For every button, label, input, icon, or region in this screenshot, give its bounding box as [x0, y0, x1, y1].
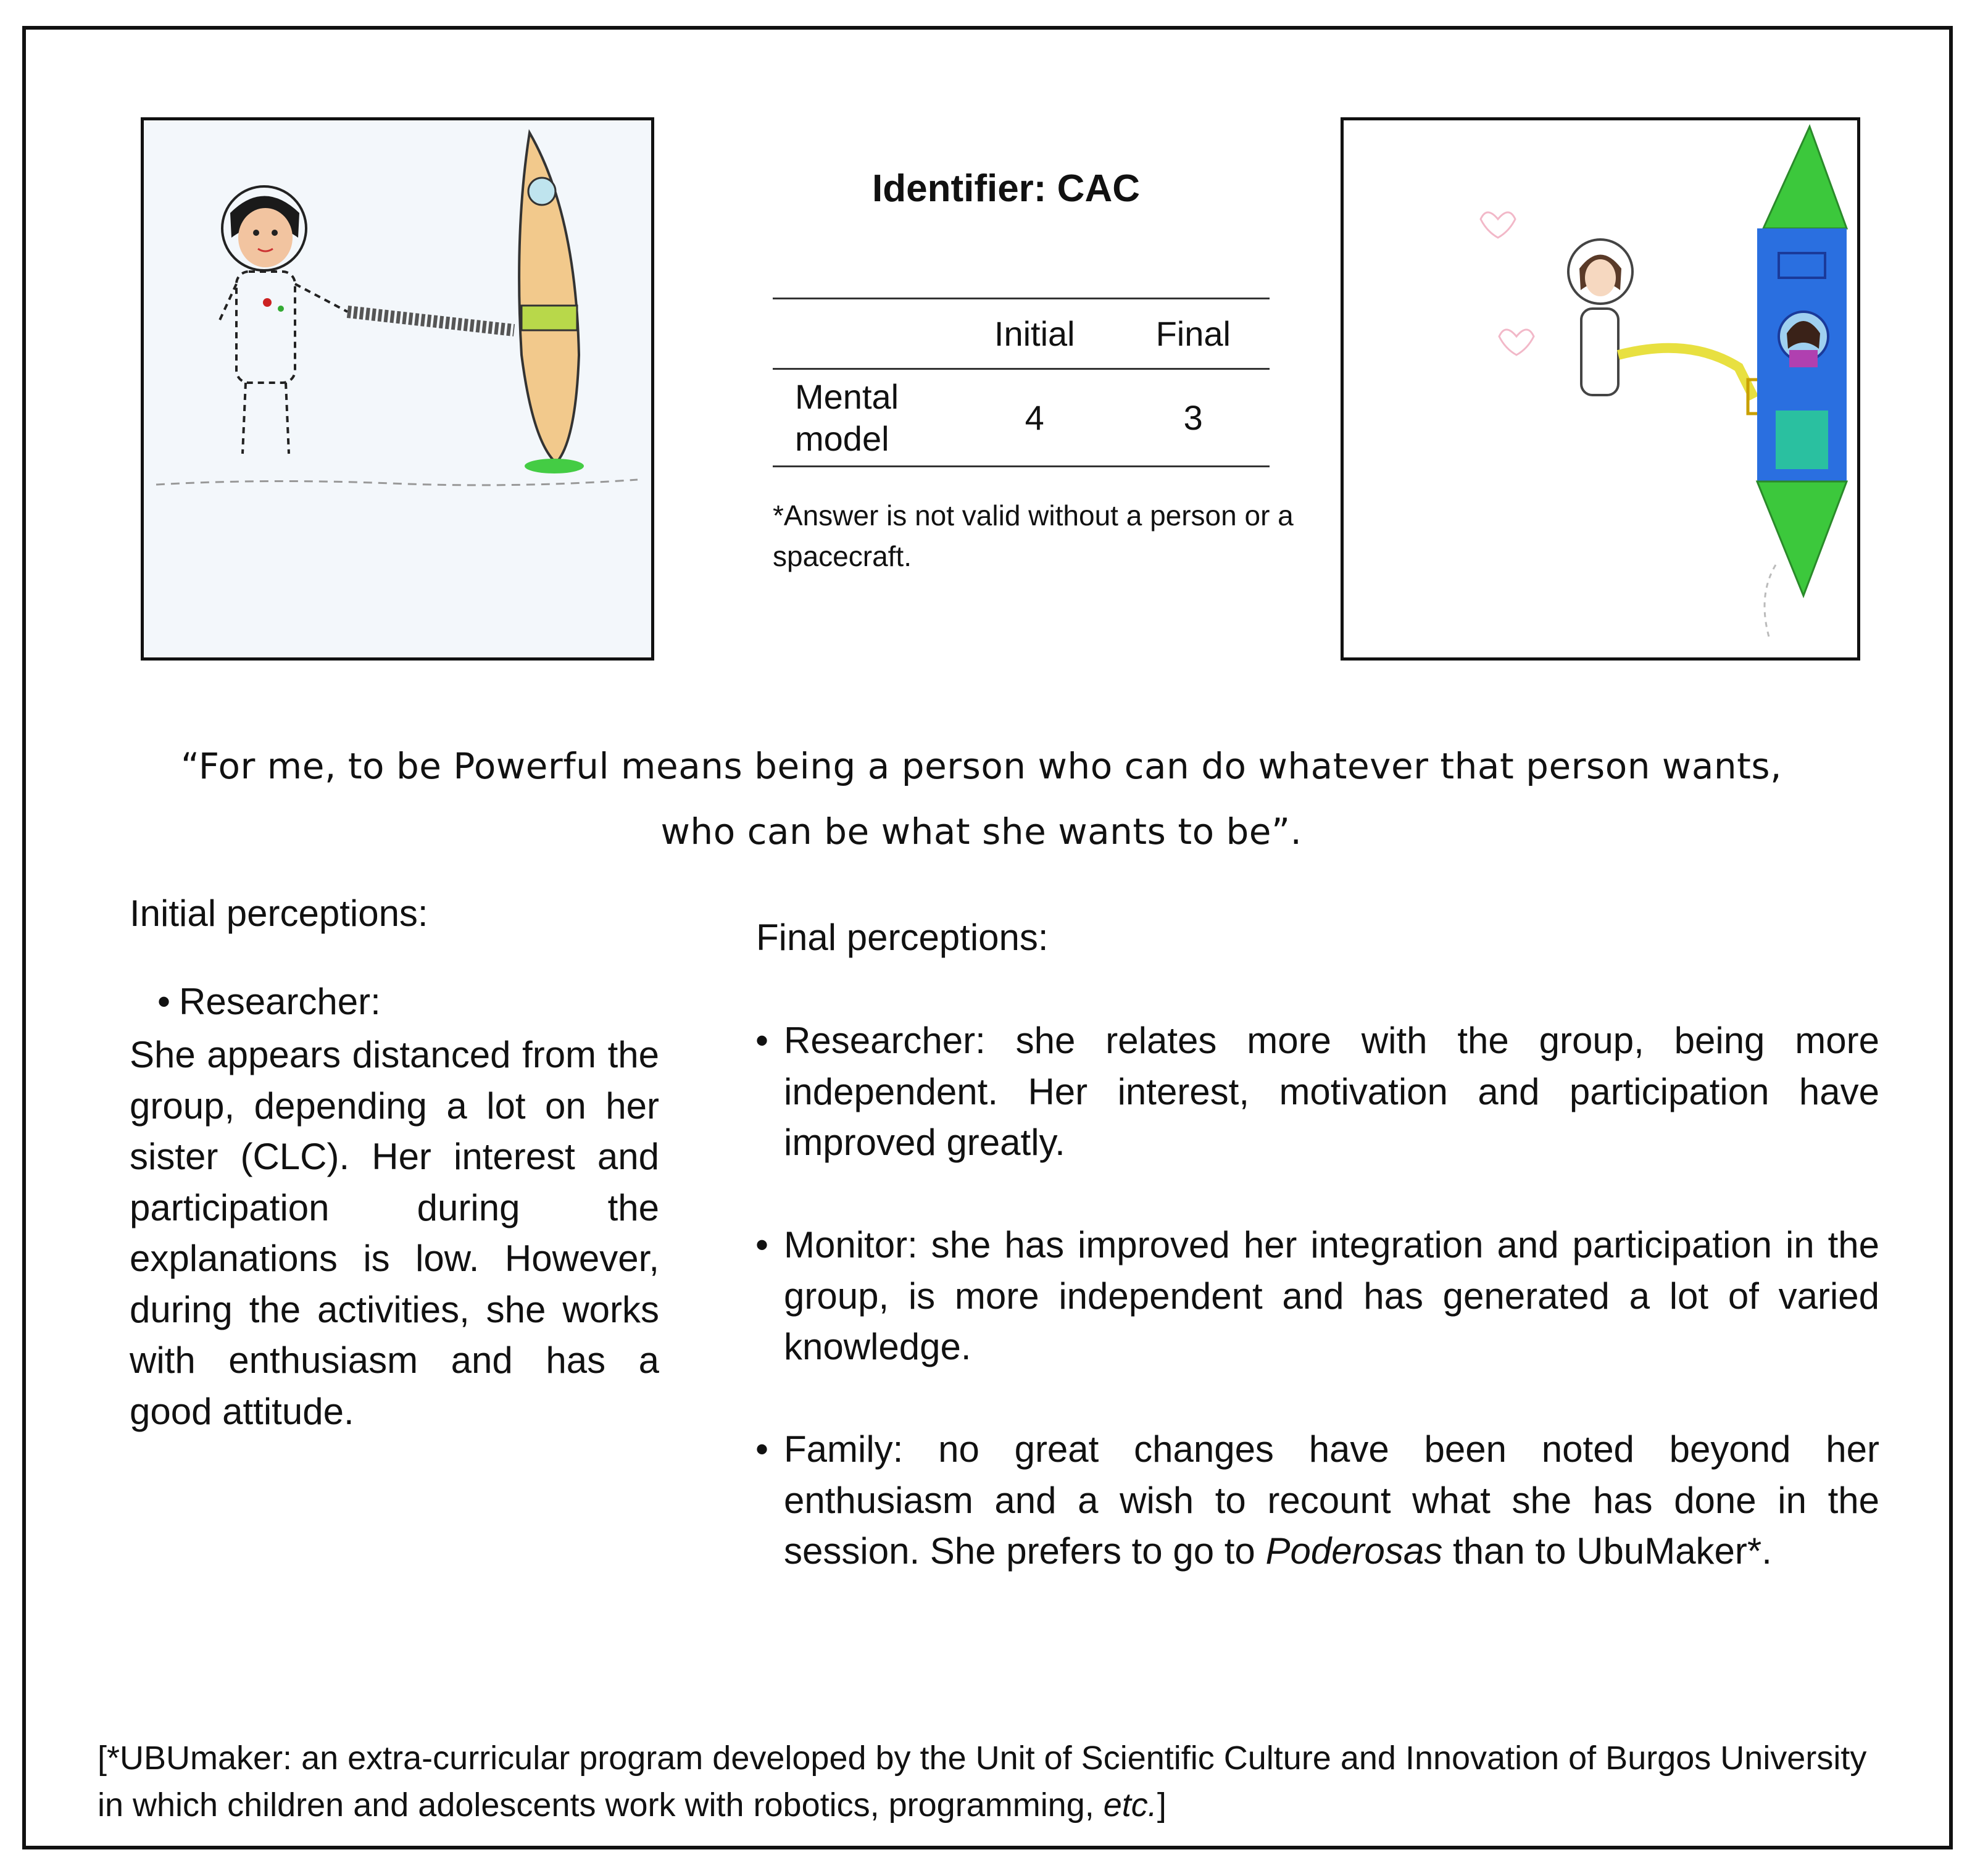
header-initial: Initial	[994, 314, 1075, 353]
final-perceptions-title: Final perceptions:	[756, 917, 1049, 958]
quote-line-1: “For me, to be Powerful means being a person who can do whatever that person wants,	[180, 745, 1782, 787]
family-text-before: Family: no great changes have been noted beyond her enthusiasm and a wish to recount what she has done in the session. She prefers to go to	[784, 1428, 1879, 1572]
mental-model-table	[773, 298, 1270, 467]
final-value: 3	[1183, 398, 1203, 437]
initial-value: 4	[1025, 398, 1044, 437]
quote	[62, 733, 1901, 864]
astronaut-rocket-drawing-final	[1344, 120, 1857, 657]
final-family-item	[784, 1424, 1879, 1577]
table-footnote: *Answer is not valid without a person or a spacecraft.	[773, 499, 1294, 572]
footnote-before: [*UBUmaker: an extra-curricular program developed by the Unit of Scientific Culture and Innovation of Burgos University in which children and adolescents work with robotics, programming,	[98, 1740, 1867, 1824]
final-researcher-item: • Researcher: she relates more with the group, being more independent. Her interest, motivation and participation have improved greatly.	[784, 1015, 1879, 1169]
table-header-row	[773, 299, 1270, 369]
footnote-after: ]	[1157, 1786, 1166, 1824]
final-monitor-item: • Monitor: she has improved her integration and participation in the group, is more independent and has generated a lot of varied knowledge.	[784, 1220, 1879, 1373]
final-drawing	[1341, 117, 1860, 661]
identifier-title: Identifier: CAC	[872, 167, 1140, 210]
initial-perceptions-title: Initial perceptions:	[130, 893, 428, 934]
astronaut-rocket-drawing-initial	[144, 120, 651, 657]
footnote-italic: etc.	[1103, 1786, 1157, 1824]
family-text-italic: Poderosas	[1265, 1530, 1443, 1572]
row-label	[773, 369, 952, 467]
initial-researcher-label: • Researcher:	[157, 980, 381, 1023]
header-final: Final	[1155, 314, 1231, 353]
quote-line-2: who can be what she wants to be”.	[660, 811, 1302, 853]
row-label-line1: Mental	[795, 377, 899, 416]
initial-drawing	[141, 117, 654, 661]
row-label-line2: model	[795, 419, 889, 458]
header-empty	[773, 299, 952, 369]
table-row	[773, 369, 1270, 467]
family-text-after: than to UbuMaker*.	[1442, 1530, 1772, 1572]
ubumaker-footnote	[98, 1735, 1900, 1828]
initial-researcher-text: She appears distanced from the group, depending a lot on her sister (CLC). Her interest and participation during the explanations is low. However, during the activities, she works with enthusiasm and has a good attitude.	[130, 1034, 659, 1432]
